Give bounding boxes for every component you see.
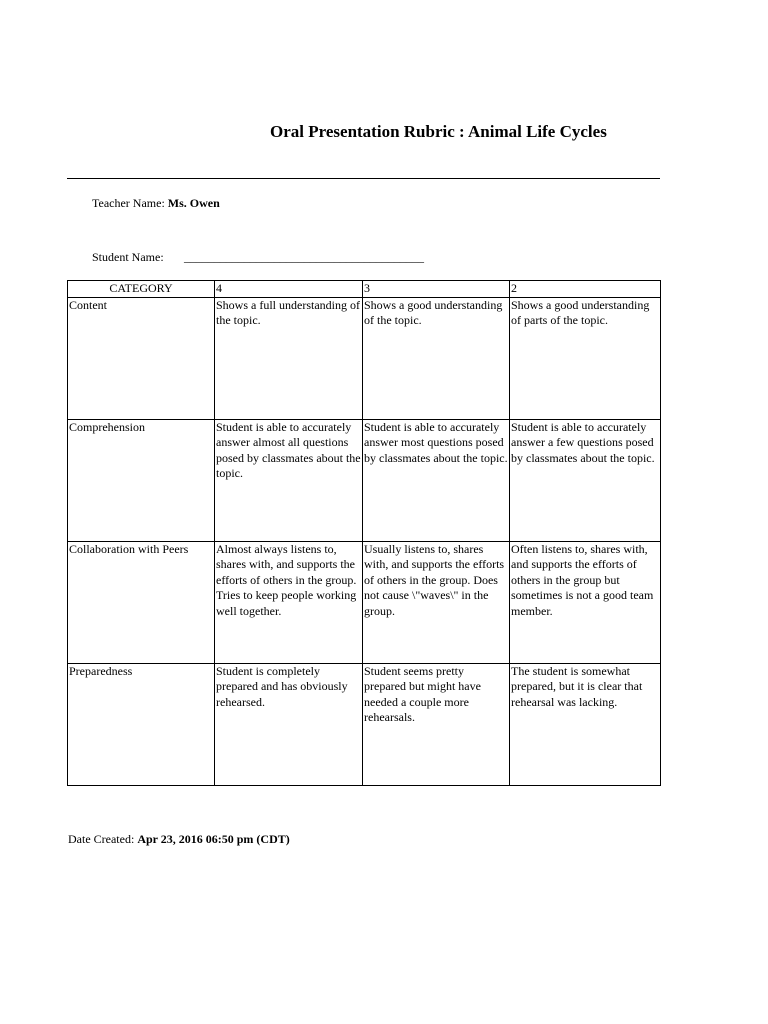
table-header-row (68, 281, 661, 298)
page-title: Oral Presentation Rubric : Animal Life Cycles (270, 122, 607, 141)
header-category: CATEGORY (68, 281, 215, 298)
criteria-cell: Student is able to accurately answer almost all questions posed by classmates about the topic. (215, 419, 363, 541)
date-created-label: Date Created: (68, 832, 135, 846)
header-score-2: 2 (510, 281, 661, 298)
criteria-cell: Almost always listens to, shares with, and supports the efforts of others in the group. Tries to keep people working well together. (215, 541, 363, 663)
criteria-cell: The student is somewhat prepared, but it is clear that rehearsal was lacking. (510, 663, 661, 785)
table-row (68, 541, 661, 663)
table-row (68, 419, 661, 541)
teacher-name-label: Teacher Name: (92, 196, 165, 210)
criteria-cell: Student is able to accurately answer a few questions posed by classmates about the topic. (510, 419, 661, 541)
criteria-cell: Student is able to accurately answer most questions posed by classmates about the topic. (363, 419, 510, 541)
criteria-cell: Shows a good understanding of the topic. (363, 297, 510, 419)
criteria-cell: Usually listens to, shares with, and supports the efforts of others in the group. Does not cause \"waves\" in the group. (363, 541, 510, 663)
student-name-blank: ________________________________________ (184, 250, 424, 264)
criteria-cell: Shows a good understanding of parts of the topic. (510, 297, 661, 419)
category-cell: Preparedness (68, 663, 215, 785)
rubric-table (67, 280, 661, 786)
student-name-field (92, 250, 424, 265)
criteria-cell: Student seems pretty prepared but might have needed a couple more rehearsals. (363, 663, 510, 785)
teacher-name-field (92, 196, 220, 211)
table-row (68, 663, 661, 785)
criteria-cell: Often listens to, shares with, and supports the efforts of others in the group but sometimes is not a good team member. (510, 541, 661, 663)
category-cell: Content (68, 297, 215, 419)
header-score-4: 4 (215, 281, 363, 298)
criteria-cell: Student is completely prepared and has obviously rehearsed. (215, 663, 363, 785)
criteria-cell: Shows a full understanding of the topic. (215, 297, 363, 419)
category-cell: Collaboration with Peers (68, 541, 215, 663)
category-cell: Comprehension (68, 419, 215, 541)
header-score-3: 3 (363, 281, 510, 298)
student-name-label: Student Name: (92, 250, 164, 264)
teacher-name-value: Ms. Owen (167, 196, 220, 210)
date-created-value: Apr 23, 2016 06:50 pm (CDT) (137, 832, 290, 846)
date-created-field (68, 832, 290, 847)
title-divider (67, 178, 660, 179)
table-row (68, 297, 661, 419)
